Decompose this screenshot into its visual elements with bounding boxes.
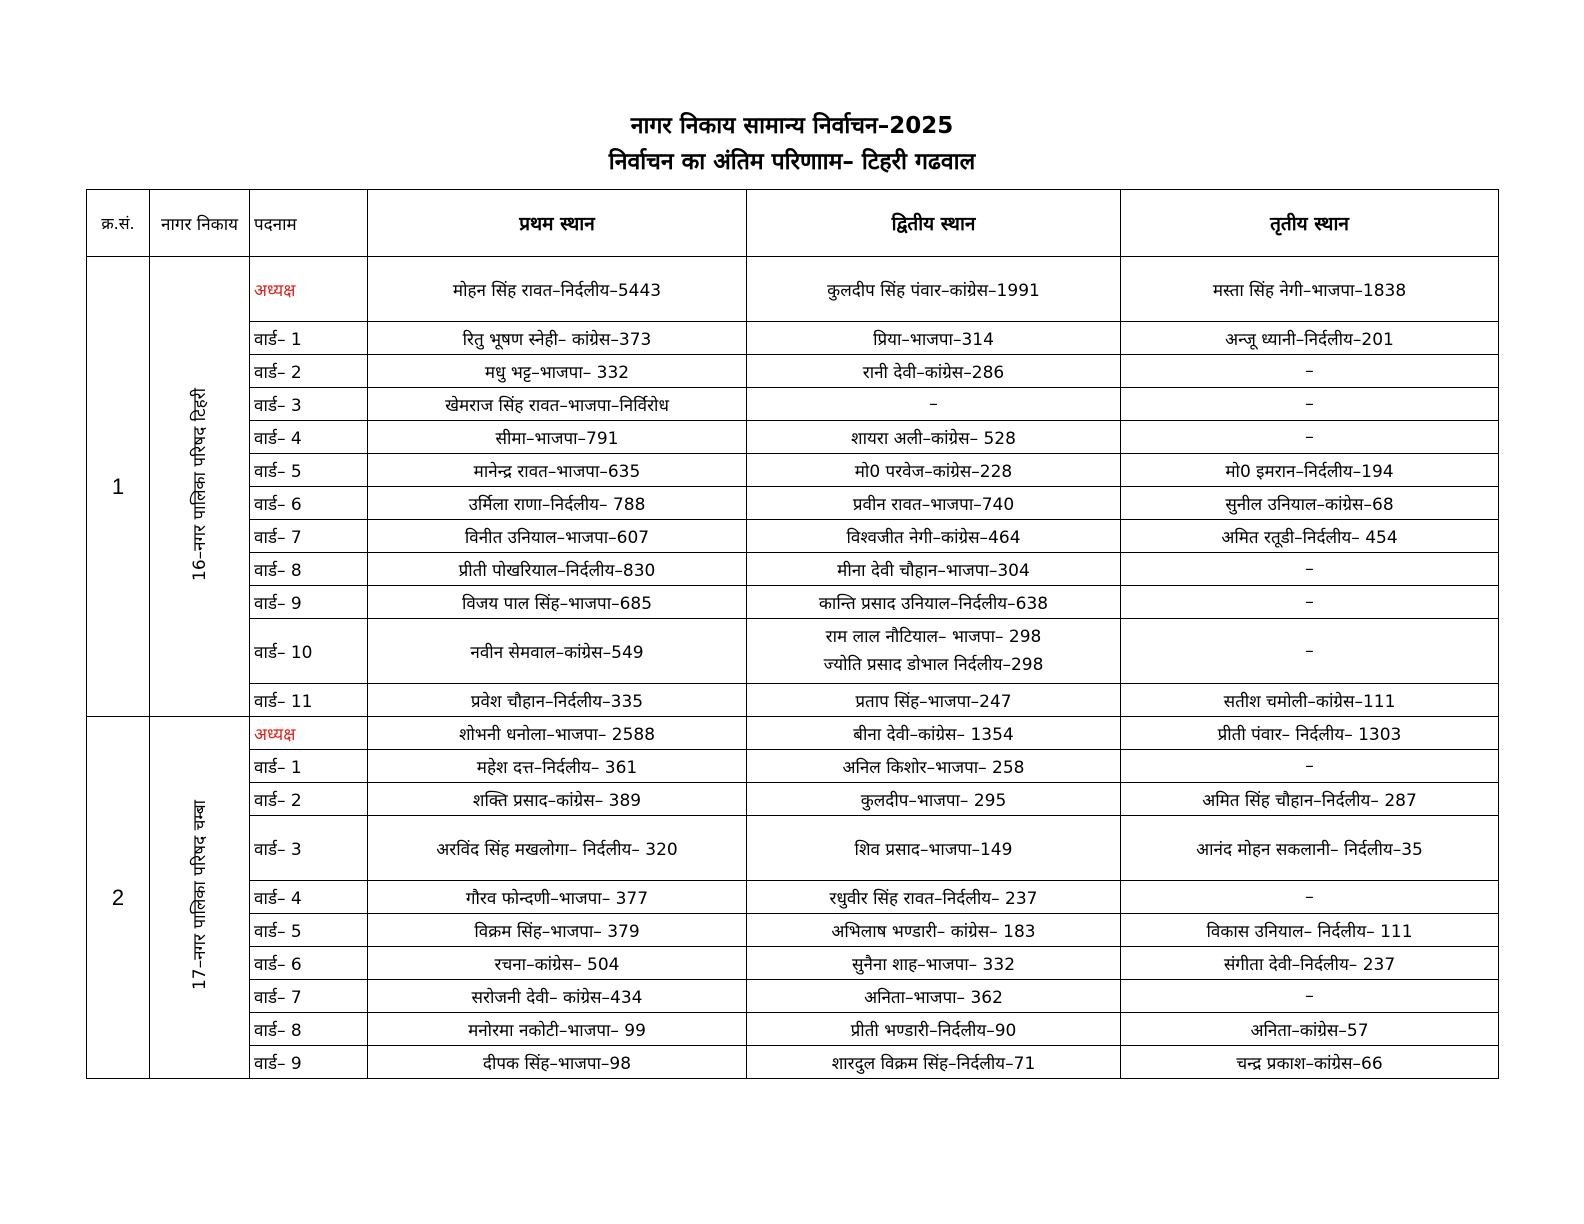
second-place-cell: विश्वजीत नेगी–कांग्रेस–464: [747, 520, 1121, 553]
post-cell: अध्यक्ष: [250, 257, 368, 322]
table-row: [87, 454, 1499, 487]
first-place-cell: विक्रम सिंह–भाजपा– 379: [368, 914, 747, 947]
first-place-cell: मनोरमा नकोटी–भाजपा– 99: [368, 1013, 747, 1046]
table-row: [87, 914, 1499, 947]
table-row: [87, 520, 1499, 553]
post-cell: वार्ड– 5: [250, 454, 368, 487]
third-place-cell: अन्जू ध्यानी–निर्दलीय–201: [1121, 322, 1499, 355]
civic-body-name: [150, 257, 250, 717]
second-place-line-2: ज्योति प्रसाद डोभाल निर्दलीय–298: [823, 655, 1044, 675]
post-cell: वार्ड– 7: [250, 980, 368, 1013]
post-cell: वार्ड– 9: [250, 586, 368, 619]
first-place-cell: रितु भूषण स्नेही– कांग्रेस–373: [368, 322, 747, 355]
table-row: [87, 1046, 1499, 1079]
second-place-cell: शिव प्रसाद–भाजपा–149: [747, 816, 1121, 881]
table-row: [87, 947, 1499, 980]
table-row: [87, 980, 1499, 1013]
table-row: [87, 388, 1499, 421]
second-place-cell: प्रिया–भाजपा–314: [747, 322, 1121, 355]
third-place-cell: मो0 इमरान–निर्दलीय–194: [1121, 454, 1499, 487]
second-place-cell: प्रवीन रावत–भाजपा–740: [747, 487, 1121, 520]
post-cell: वार्ड– 9: [250, 1046, 368, 1079]
table-row: [87, 487, 1499, 520]
first-place-cell: मोहन सिंह रावत–निर्दलीय–5443: [368, 257, 747, 322]
post-cell: वार्ड– 1: [250, 322, 368, 355]
first-place-cell: उर्मिला राणा–निर्दलीय– 788: [368, 487, 747, 520]
post-cell: वार्ड– 7: [250, 520, 368, 553]
table-row: [87, 1013, 1499, 1046]
third-place-cell: आनंद मोहन सकलानी– निर्दलीय–35: [1121, 816, 1499, 881]
table-row: [87, 881, 1499, 914]
third-place-cell: –: [1121, 619, 1499, 684]
header-second: द्वितीय स्थान: [747, 190, 1121, 257]
second-place-cell: बीना देवी–कांग्रेस– 1354: [747, 717, 1121, 750]
second-place-cell: प्रताप सिंह–भाजपा–247: [747, 684, 1121, 717]
table-row: [87, 553, 1499, 586]
third-place-cell: –: [1121, 553, 1499, 586]
second-place-cell: शायरा अली–कांग्रेस– 528: [747, 421, 1121, 454]
second-place-cell: [747, 619, 1121, 684]
third-place-cell: सुनील उनियाल–कांग्रेस–68: [1121, 487, 1499, 520]
table-row: [87, 586, 1499, 619]
second-place-cell: मो0 परवेज–कांग्रेस–228: [747, 454, 1121, 487]
third-place-cell: चन्द्र प्रकाश–कांग्रेस–66: [1121, 1046, 1499, 1079]
post-cell: वार्ड– 1: [250, 750, 368, 783]
post-cell: वार्ड– 5: [250, 914, 368, 947]
second-place-cell: शारदुल विक्रम सिंह–निर्दलीय–71: [747, 1046, 1121, 1079]
first-place-cell: सरोजनी देवी– कांग्रेस–434: [368, 980, 747, 1013]
table-row: [87, 619, 1499, 684]
post-cell: वार्ड– 10: [250, 619, 368, 684]
serial-number: 2: [87, 717, 150, 1079]
third-place-cell: अमित सिंह चौहान–निर्दलीय– 287: [1121, 783, 1499, 816]
second-place-cell: अनिल किशोर–भाजपा– 258: [747, 750, 1121, 783]
first-place-cell: अरविंद सिंह मखलोगा– निर्दलीय– 320: [368, 816, 747, 881]
post-cell: वार्ड– 11: [250, 684, 368, 717]
post-cell: वार्ड– 3: [250, 388, 368, 421]
table-row: [87, 783, 1499, 816]
table-row: [87, 684, 1499, 717]
first-place-cell: मधु भट्ट–भाजपा– 332: [368, 355, 747, 388]
page-title: नागर निकाय सामान्य निर्वाचन–2025: [630, 113, 954, 139]
results-table: [86, 189, 1499, 1079]
post-cell: वार्ड– 3: [250, 816, 368, 881]
third-place-cell: संगीता देवी–निर्दलीय– 237: [1121, 947, 1499, 980]
second-place-cell: रानी देवी–कांग्रेस–286: [747, 355, 1121, 388]
post-cell: अध्यक्ष: [250, 717, 368, 750]
third-place-cell: मस्ता सिंह नेगी–भाजपा–1838: [1121, 257, 1499, 322]
first-place-cell: विनीत उनियाल–भाजपा–607: [368, 520, 747, 553]
first-place-cell: प्रवेश चौहान–निर्दलीय–335: [368, 684, 747, 717]
second-place-cell: अभिलाष भण्डारी– कांग्रेस– 183: [747, 914, 1121, 947]
first-place-cell: शोभनी धनोला–भाजपा– 2588: [368, 717, 747, 750]
post-cell: वार्ड– 6: [250, 947, 368, 980]
table-row: [87, 421, 1499, 454]
third-place-cell: –: [1121, 750, 1499, 783]
first-place-cell: गौरव फोन्दणी–भाजपा– 377: [368, 881, 747, 914]
first-place-cell: दीपक सिंह–भाजपा–98: [368, 1046, 747, 1079]
third-place-cell: –: [1121, 388, 1499, 421]
first-place-cell: नवीन सेमवाल–कांग्रेस–549: [368, 619, 747, 684]
post-cell: वार्ड– 4: [250, 421, 368, 454]
second-place-cell: कुलदीप सिंह पंवार–कांग्रेस–1991: [747, 257, 1121, 322]
table-row: [87, 322, 1499, 355]
header-third: तृतीय स्थान: [1121, 190, 1499, 257]
third-place-cell: –: [1121, 586, 1499, 619]
third-place-cell: –: [1121, 881, 1499, 914]
first-place-cell: मानेन्द्र रावत–भाजपा–635: [368, 454, 747, 487]
post-cell: वार्ड– 4: [250, 881, 368, 914]
post-cell: वार्ड– 8: [250, 553, 368, 586]
table-row: [87, 816, 1499, 881]
third-place-cell: –: [1121, 421, 1499, 454]
first-place-cell: महेश दत्त–निर्दलीय– 361: [368, 750, 747, 783]
second-place-line-1: राम लाल नौटियाल– भाजपा– 298: [825, 627, 1042, 647]
third-place-cell: अनिता–कांग्रेस–57: [1121, 1013, 1499, 1046]
first-place-cell: प्रीती पोखरियाल–निर्दलीय–830: [368, 553, 747, 586]
second-place-cell: सुनैना शाह–भाजपा– 332: [747, 947, 1121, 980]
second-place-cell: कान्ति प्रसाद उनियाल–निर्दलीय–638: [747, 586, 1121, 619]
second-place-cell: अनिता–भाजपा– 362: [747, 980, 1121, 1013]
first-place-cell: विजय पाल सिंह–भाजपा–685: [368, 586, 747, 619]
second-place-cell: प्रीती भण्डारी–निर्दलीय–90: [747, 1013, 1121, 1046]
first-place-cell: शक्ति प्रसाद–कांग्रेस– 389: [368, 783, 747, 816]
second-place-cell: –: [747, 388, 1121, 421]
second-place-cell: रधुवीर सिंह रावत–निर्दलीय– 237: [747, 881, 1121, 914]
third-place-cell: सतीश चमोली–कांग्रेस–111: [1121, 684, 1499, 717]
first-place-cell: खेमराज सिंह रावत–भाजपा–निर्विरोध: [368, 388, 747, 421]
third-place-cell: –: [1121, 980, 1499, 1013]
civic-body-label: 16–नगर पालिका परिषद टिहरी: [190, 387, 210, 581]
third-place-cell: प्रीती पंवार– निर्दलीय– 1303: [1121, 717, 1499, 750]
third-place-cell: अमित रतूडी–निर्दलीय– 454: [1121, 520, 1499, 553]
first-place-cell: रचना–कांग्रेस– 504: [368, 947, 747, 980]
header-body: नागर निकाय: [150, 190, 250, 257]
post-cell: वार्ड– 8: [250, 1013, 368, 1046]
table-row: [87, 355, 1499, 388]
table-header-row: [87, 190, 1499, 257]
header-post: पदनाम: [250, 190, 368, 257]
serial-number: 1: [87, 257, 150, 717]
civic-body-name: [150, 717, 250, 1079]
post-cell: वार्ड– 2: [250, 355, 368, 388]
table-row: [87, 257, 1499, 322]
second-place-cell: कुलदीप–भाजपा– 295: [747, 783, 1121, 816]
third-place-cell: विकास उनियाल– निर्दलीय– 111: [1121, 914, 1499, 947]
table-row: [87, 717, 1499, 750]
header-first: प्रथम स्थान: [368, 190, 747, 257]
second-place-cell: मीना देवी चौहान–भाजपा–304: [747, 553, 1121, 586]
civic-body-label: 17–नगर पालिका परिषद चम्बा: [190, 799, 210, 991]
post-cell: वार्ड– 2: [250, 783, 368, 816]
table-row: [87, 750, 1499, 783]
first-place-cell: सीमा–भाजपा–791: [368, 421, 747, 454]
document-header: [0, 108, 1584, 180]
post-cell: वार्ड– 6: [250, 487, 368, 520]
page-subtitle: निर्वाचन का अंतिम परिणााम– टिहरी गढवाल: [608, 149, 976, 175]
third-place-cell: –: [1121, 355, 1499, 388]
header-sno: क्र.सं.: [87, 190, 150, 257]
